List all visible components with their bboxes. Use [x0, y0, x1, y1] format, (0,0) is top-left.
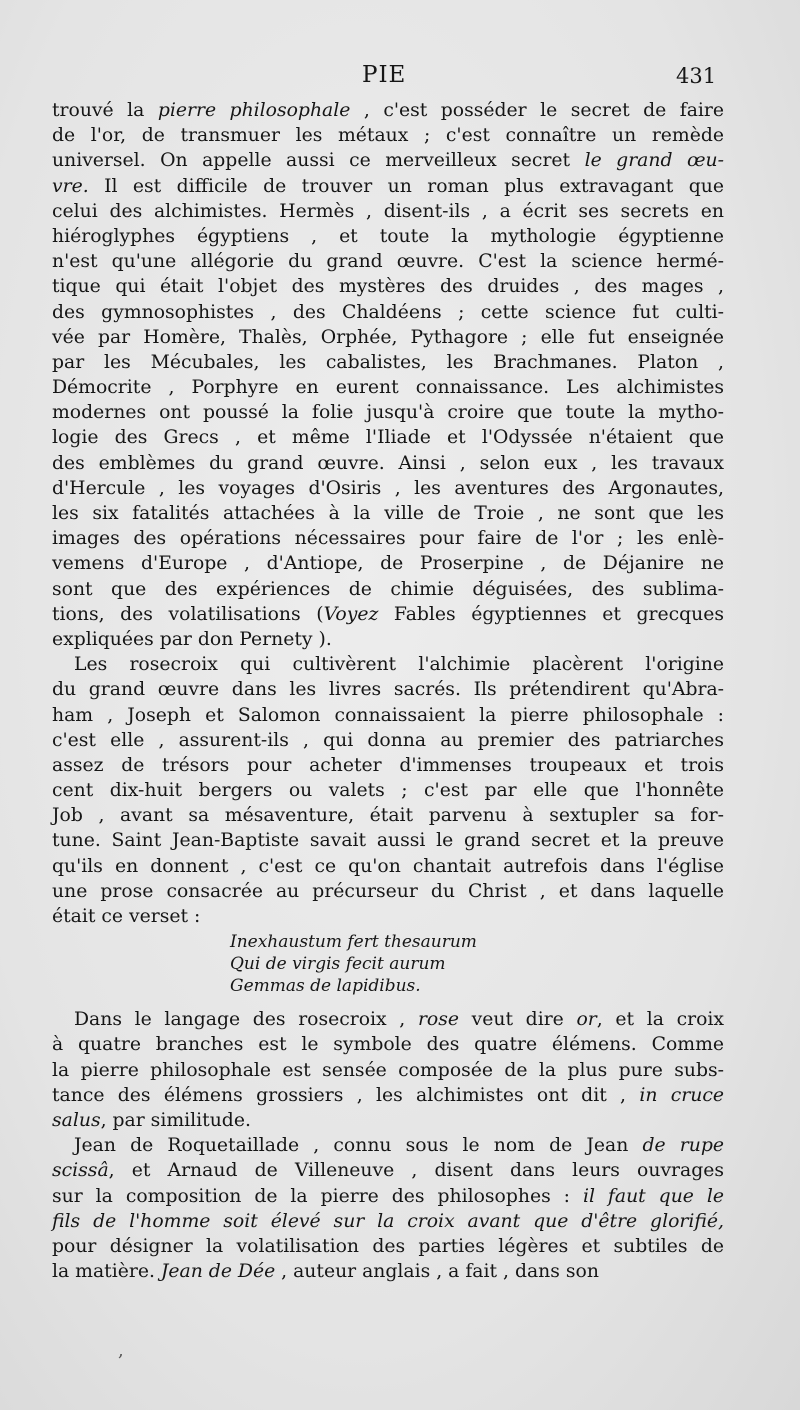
text-line	[52, 828, 724, 853]
text-run: vemens d'Europe , d'Antiope, de Proserpine , de Déjanire ne	[52, 553, 724, 575]
text-run: des emblèmes du grand œuvre. Ainsi , selon eux , les travaux	[52, 452, 724, 474]
text-line	[52, 274, 724, 299]
text-line	[52, 1007, 724, 1032]
text-line	[52, 526, 724, 551]
text-line	[52, 325, 724, 350]
italic-run: le grand œu-	[584, 150, 724, 172]
text-line	[52, 677, 724, 702]
text-run: la pierre philosophale est sensée composée de la plus pure subs-	[52, 1059, 724, 1081]
text-run: tance des élémens grossiers , les alchimistes ont dit ,	[52, 1084, 640, 1106]
italic-run: salus	[52, 1109, 101, 1131]
text-run: de l'or, de transmuer les métaux ; c'est connaître un remède	[52, 125, 724, 147]
running-head: PIE	[362, 62, 407, 88]
text-run: universel. On appelle aussi ce merveilleux secret	[52, 150, 585, 172]
italic-run: fils de l'homme soit élevé sur la croix avant que d'être glorifié,	[52, 1210, 724, 1232]
paragraph-3	[52, 1007, 724, 1133]
text-line	[52, 879, 724, 904]
text-run: modernes ont poussé la folie jusqu'à croire que toute la mytho-	[52, 402, 724, 424]
page-number: 431	[676, 64, 717, 88]
text-run: du grand œuvre dans les livres sacrés. Ils prétendirent qu'Abra-	[52, 679, 724, 701]
text-run: , auteur anglais , a fait , dans son	[275, 1261, 599, 1283]
text-line	[52, 652, 724, 677]
text-line	[52, 803, 724, 828]
text-run: tune. Saint Jean-Baptiste savait aussi le grand secret et la preuve	[52, 830, 724, 852]
text-run: celui des alchimistes. Hermès , disent-ils , a écrit ses secrets en	[52, 200, 724, 222]
verse-line: Qui de virgis fecit aurum	[230, 954, 446, 975]
text-run: , c'est posséder le secret de faire	[350, 100, 724, 121]
verse-line: Gemmas de lapidibus.	[230, 976, 421, 997]
italic-run: il faut que le	[582, 1185, 724, 1207]
text-run: n'est qu'une allégorie du grand œuvre. C'est la science hermé-	[52, 251, 724, 273]
text-run: pour désigner la volatilisation des parties légères et subtiles de	[52, 1235, 724, 1257]
text-run: trouvé la	[52, 100, 158, 121]
text-run: cent dix-huit bergers ou valets ; c'est par elle que l'honnête	[52, 780, 724, 802]
italic-run: Jean de Dée	[160, 1261, 276, 1283]
text-line	[52, 98, 724, 123]
stray-mark: ,	[118, 1340, 124, 1361]
text-run: expliquées par don Pernety ).	[52, 628, 332, 650]
text-run: images des opérations nécessaires pour faire de l'or ; les enlè-	[52, 528, 724, 550]
text-run: Dans le langage des rosecroix ,	[74, 1009, 418, 1031]
text-run: , et la croix	[596, 1009, 724, 1031]
verse-line: Inexhaustum fert thesaurum	[230, 932, 477, 953]
text-line	[52, 123, 724, 148]
text-run: logie des Grecs , et même l'Iliade et l'Odyssée n'étaient que	[52, 427, 724, 449]
text-line	[52, 753, 724, 778]
text-line	[52, 577, 724, 602]
text-line	[52, 1259, 724, 1284]
text-run: à quatre branches est le symbole des quatre élémens. Comme	[52, 1034, 724, 1056]
text-line	[52, 1133, 724, 1158]
text-line	[52, 854, 724, 879]
text-line	[52, 1083, 724, 1108]
text-line	[52, 1234, 724, 1259]
italic-run: in cruce	[639, 1084, 724, 1106]
text-run: assez de trésors pour acheter d'immenses troupeaux et trois	[52, 754, 724, 776]
text-line	[52, 551, 724, 576]
text-run: une prose consacrée au précurseur du Christ , et dans laquelle	[52, 880, 724, 902]
text-run: Les rosecroix qui cultivèrent l'alchimie placèrent l'origine	[74, 654, 724, 676]
body-text	[52, 98, 724, 1284]
text-line	[52, 627, 724, 652]
paragraph-2	[52, 652, 724, 929]
italic-run: de rupe	[642, 1135, 724, 1157]
text-line	[52, 476, 724, 501]
text-line	[52, 224, 724, 249]
text-line	[52, 300, 724, 325]
italic-run: scissâ	[52, 1160, 109, 1182]
text-run: la matière.	[52, 1261, 161, 1283]
text-run: Job , avant sa mésaventure, était parvenu à sextupler sa for-	[52, 805, 724, 827]
text-line	[52, 904, 724, 929]
text-run: Démocrite , Porphyre en eurent connaissance. Les alchimistes	[52, 377, 724, 399]
italic-run: pierre philosophale	[157, 100, 351, 121]
text-run: , par similitude.	[100, 1109, 251, 1131]
text-line	[52, 703, 724, 728]
text-run: Jean de Roquetaillade , connu sous le nom de Jean	[74, 1135, 643, 1157]
text-run: sont que des expériences de chimie déguisées, des sublima-	[52, 578, 724, 600]
text-run: , et Arnaud de Villeneuve , disent dans leurs ouvrages	[108, 1160, 724, 1182]
paragraph-4	[52, 1133, 724, 1284]
text-line	[52, 249, 724, 274]
text-run: veut dire	[458, 1009, 577, 1031]
text-run: sur la composition de la pierre des philosophes :	[52, 1185, 583, 1207]
text-line	[52, 174, 724, 199]
text-run: vée par Homère, Thalès, Orphée, Pythagore ; elle fut enseignée	[52, 326, 724, 348]
text-run: c'est elle , assurent-ils , qui donna au premier des patriarches	[52, 729, 724, 751]
text-line	[52, 375, 724, 400]
text-line	[52, 602, 724, 627]
text-line	[52, 1184, 724, 1209]
text-line	[52, 425, 724, 450]
text-line	[52, 501, 724, 526]
italic-run: or	[576, 1009, 597, 1031]
text-line	[52, 1058, 724, 1083]
text-run: qu'ils en donnent , c'est ce qu'on chantait autrefois dans l'église	[52, 855, 724, 877]
text-run: ham , Joseph et Salomon connaissaient la pierre philosophale :	[52, 704, 724, 726]
text-run: tique qui était l'objet des mystères des druides , des mages ,	[52, 276, 724, 298]
text-line	[52, 1108, 724, 1133]
text-line	[52, 1209, 724, 1234]
text-run: tions, des volatilisations (	[52, 603, 324, 625]
text-line	[52, 1032, 724, 1057]
text-line	[52, 400, 724, 425]
italic-run: Voyez	[323, 603, 379, 625]
text-line	[52, 451, 724, 476]
text-run: Il est difficile de trouver un roman plus extravagant que	[88, 175, 724, 197]
text-run: hiéroglyphes égyptiens , et toute la mythologie égyptienne	[52, 225, 724, 247]
text-line	[52, 778, 724, 803]
italic-run: vre.	[52, 175, 89, 197]
text-line	[52, 148, 724, 173]
text-line	[52, 199, 724, 224]
text-line	[52, 728, 724, 753]
paragraph-1	[52, 98, 724, 652]
text-run: était ce verset :	[52, 906, 201, 927]
verse-block	[52, 931, 724, 997]
text-line	[52, 350, 724, 375]
text-run: les six fatalités attachées à la ville de Troie , ne sont que les	[52, 503, 724, 524]
text-run: Fables égyptiennes et grecques	[378, 603, 725, 625]
italic-run: rose	[417, 1009, 459, 1031]
text-run: d'Hercule , les voyages d'Osiris , les aventures des Argonautes,	[52, 477, 724, 499]
page-header	[0, 62, 800, 94]
text-run: des gymnosophistes , des Chaldéens ; cette science fut culti-	[52, 301, 724, 323]
text-line	[52, 1158, 724, 1183]
text-run: par les Mécubales, les cabalistes, les Brachmanes. Platon ,	[52, 351, 724, 373]
